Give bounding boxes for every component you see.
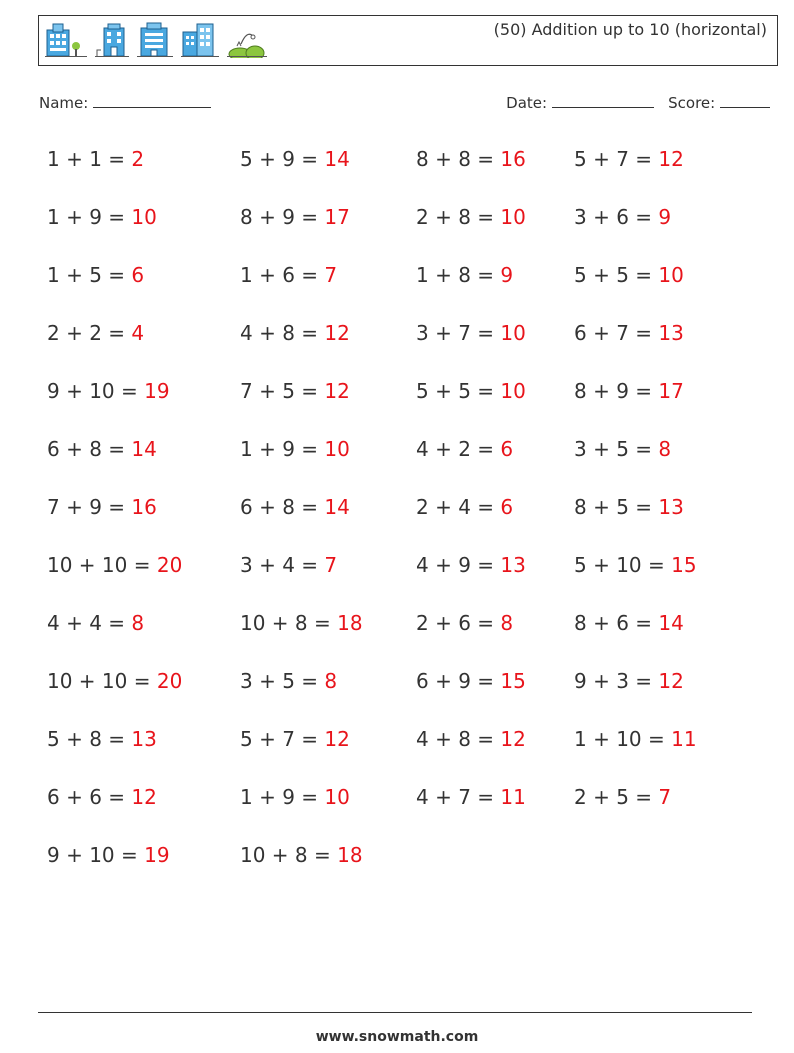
problem-question: 8 + 9 = (574, 379, 653, 403)
problem-question: 4 + 8 = (240, 321, 319, 345)
problem-answer: 20 (156, 553, 183, 577)
problem (416, 147, 526, 171)
problem-answer: 10 (324, 785, 350, 809)
problem (416, 379, 526, 403)
problem-question: 6 + 8 = (47, 437, 126, 461)
problem-answer: 10 (324, 437, 350, 461)
problem-answer: 6 (131, 263, 145, 287)
problem-question: 3 + 6 = (574, 205, 653, 229)
problem-question: 2 + 5 = (574, 785, 653, 809)
problem-question: 5 + 8 = (47, 727, 126, 751)
problem (574, 553, 697, 577)
problem-question: 3 + 5 = (240, 669, 319, 693)
problem-question: 10 + 8 = (240, 843, 331, 867)
footer-divider (38, 1012, 752, 1013)
problem (47, 263, 144, 287)
problem-answer: 4 (131, 321, 145, 345)
problem (47, 205, 157, 229)
problem-question: 1 + 6 = (240, 263, 319, 287)
problem-answer: 7 (324, 553, 338, 577)
problem (240, 263, 337, 287)
problem-question: 4 + 7 = (416, 785, 495, 809)
problem (240, 611, 363, 635)
problem (416, 785, 526, 809)
problem-answer: 9 (500, 263, 514, 287)
problem (416, 611, 513, 635)
problem-answer: 10 (658, 263, 684, 287)
problem (240, 495, 350, 519)
problem-question: 5 + 7 = (240, 727, 319, 751)
problem-question: 1 + 8 = (416, 263, 495, 287)
problem-question: 2 + 2 = (47, 321, 126, 345)
problem (574, 147, 684, 171)
problem (47, 379, 170, 403)
problem-answer: 15 (500, 669, 526, 693)
problem-answer: 15 (671, 553, 697, 577)
problem (47, 553, 182, 577)
problem-question: 2 + 4 = (416, 495, 495, 519)
problem (240, 669, 337, 693)
problem (240, 205, 350, 229)
problem-answer: 12 (324, 727, 350, 751)
problem-answer: 9 (658, 205, 672, 229)
problem-answer: 20 (156, 669, 183, 693)
problem (240, 147, 350, 171)
problem (47, 321, 144, 345)
problem (574, 495, 684, 519)
problem-question: 5 + 5 = (416, 379, 495, 403)
problem-answer: 19 (144, 379, 170, 403)
problem (47, 669, 182, 693)
problem-answer: 10 (131, 205, 157, 229)
problem-answer: 11 (671, 727, 697, 751)
problem-question: 1 + 1 = (47, 147, 126, 171)
problem-answer: 7 (324, 263, 338, 287)
problem-answer: 10 (500, 205, 526, 229)
problem (47, 785, 157, 809)
problem-answer: 8 (324, 669, 338, 693)
problem (47, 495, 157, 519)
problem-answer: 10 (500, 379, 526, 403)
problem-question: 1 + 10 = (574, 727, 665, 751)
problem-question: 8 + 8 = (416, 147, 495, 171)
problem-answer: 13 (500, 553, 526, 577)
problem (240, 727, 350, 751)
problem (574, 669, 684, 693)
problem (47, 437, 157, 461)
problem-question: 2 + 8 = (416, 205, 495, 229)
problem-question: 1 + 9 = (240, 437, 319, 461)
problem (574, 437, 671, 461)
problem-question: 6 + 6 = (47, 785, 126, 809)
problem (416, 263, 513, 287)
problem-answer: 16 (131, 495, 157, 519)
problem-answer: 12 (324, 321, 350, 345)
problem-answer: 12 (500, 727, 526, 751)
problem-question: 4 + 8 = (416, 727, 495, 751)
problem (416, 727, 526, 751)
problem (416, 437, 513, 461)
problem-question: 1 + 9 = (47, 205, 126, 229)
problem (240, 843, 363, 867)
problem-question: 10 + 10 = (47, 669, 151, 693)
problem (416, 495, 513, 519)
problem-answer: 8 (131, 611, 145, 635)
problem-question: 1 + 5 = (47, 263, 126, 287)
problem-question: 5 + 10 = (574, 553, 665, 577)
problem (240, 553, 337, 577)
problem-question: 7 + 5 = (240, 379, 319, 403)
problem-question: 9 + 10 = (47, 843, 138, 867)
problem-question: 4 + 4 = (47, 611, 126, 635)
problem-answer: 6 (500, 495, 514, 519)
problem-question: 2 + 6 = (416, 611, 495, 635)
problem (416, 553, 526, 577)
problem (416, 669, 526, 693)
score-label: Score: (668, 94, 716, 112)
problem-answer: 12 (324, 379, 350, 403)
problem (240, 379, 350, 403)
problem (574, 785, 671, 809)
problem-question: 4 + 2 = (416, 437, 495, 461)
problem (574, 205, 671, 229)
problem-answer: 6 (500, 437, 514, 461)
problem (240, 785, 350, 809)
problem (574, 321, 684, 345)
problem-answer: 7 (658, 785, 672, 809)
problem-question: 6 + 9 = (416, 669, 495, 693)
problem-answer: 18 (337, 611, 363, 635)
name-label: Name: (39, 94, 89, 112)
problem-answer: 14 (658, 611, 684, 635)
problem (47, 147, 144, 171)
problem (416, 205, 526, 229)
problem-question: 1 + 9 = (240, 785, 319, 809)
problem-question: 8 + 6 = (574, 611, 653, 635)
problem-answer: 2 (131, 147, 145, 171)
problem-answer: 13 (658, 495, 684, 519)
problem-question: 3 + 7 = (416, 321, 495, 345)
problem-question: 9 + 10 = (47, 379, 138, 403)
problem-question: 5 + 7 = (574, 147, 653, 171)
problem-question: 6 + 7 = (574, 321, 653, 345)
problem (240, 321, 350, 345)
problem-answer: 14 (324, 495, 350, 519)
problem-question: 9 + 3 = (574, 669, 653, 693)
problem-answer: 14 (131, 437, 157, 461)
problem-answer: 18 (337, 843, 363, 867)
problem (47, 727, 157, 751)
problem-answer: 14 (324, 147, 350, 171)
problem-question: 5 + 5 = (574, 263, 653, 287)
problem-question: 8 + 5 = (574, 495, 653, 519)
problem-question: 8 + 9 = (240, 205, 319, 229)
problem-question: 3 + 4 = (240, 553, 319, 577)
problem-answer: 13 (658, 321, 684, 345)
problem-question: 7 + 9 = (47, 495, 126, 519)
problem-answer: 17 (658, 379, 684, 403)
problem-question: 10 + 10 = (47, 553, 151, 577)
problem-answer: 16 (500, 147, 526, 171)
problem (47, 843, 170, 867)
problem-answer: 12 (658, 147, 684, 171)
problem-answer: 10 (500, 321, 526, 345)
problem (574, 263, 684, 287)
problem-answer: 12 (658, 669, 684, 693)
problem-answer: 19 (144, 843, 170, 867)
problem-question: 5 + 9 = (240, 147, 319, 171)
problem-answer: 8 (500, 611, 514, 635)
problem (574, 379, 684, 403)
problem-question: 6 + 8 = (240, 495, 319, 519)
footer-url: www.snowmath.com (315, 1029, 479, 1045)
problem (416, 321, 526, 345)
problem-answer: 8 (658, 437, 672, 461)
worksheet-title: (50) Addition up to 10 (horizontal) (493, 20, 767, 39)
problem (574, 727, 697, 751)
date-label: Date: (506, 94, 548, 112)
problem-answer: 17 (324, 205, 350, 229)
problem-question: 10 + 8 = (240, 611, 331, 635)
problem-answer: 13 (131, 727, 157, 751)
problem-answer: 12 (131, 785, 157, 809)
problem-question: 4 + 9 = (416, 553, 495, 577)
problem-answer: 11 (500, 785, 526, 809)
problem (240, 437, 350, 461)
problem-question: 3 + 5 = (574, 437, 653, 461)
problem (574, 611, 684, 635)
problem (47, 611, 144, 635)
